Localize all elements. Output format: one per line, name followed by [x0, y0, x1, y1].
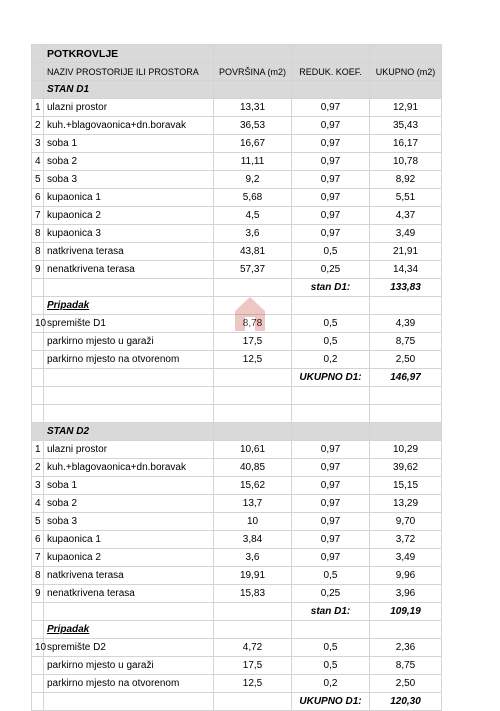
room-name: natkrivena terasa [44, 243, 214, 261]
pripadak-label: Pripadak [44, 621, 214, 639]
room-area: 40,85 [214, 459, 292, 477]
row-number: 6 [32, 531, 44, 549]
room-area: 8,78 [214, 315, 292, 333]
reduction-coefficient: 0,25 [292, 585, 370, 603]
column-header-area: POVRŠINA (m2) [214, 63, 292, 81]
reduction-coefficient: 0,97 [292, 225, 370, 243]
room-area: 13,7 [214, 495, 292, 513]
room-name: parkirno mjesto na otvorenom [44, 351, 214, 369]
reduction-coefficient: 0,97 [292, 513, 370, 531]
reduction-coefficient: 0,5 [292, 243, 370, 261]
room-name: soba 3 [44, 513, 214, 531]
table-row [32, 567, 442, 585]
table-row [32, 477, 442, 495]
room-name: spremište D2 [44, 639, 214, 657]
reduction-coefficient: 0,97 [292, 495, 370, 513]
room-area: 3,84 [214, 531, 292, 549]
room-area: 19,91 [214, 567, 292, 585]
section-title: STAN D2 [44, 423, 214, 441]
room-area: 43,81 [214, 243, 292, 261]
room-name: natkrivena terasa [44, 567, 214, 585]
subtotal-row [32, 603, 442, 621]
room-area: 11,11 [214, 153, 292, 171]
reduction-coefficient: 0,97 [292, 153, 370, 171]
table-row [32, 531, 442, 549]
table-row [32, 639, 442, 657]
room-area: 5,68 [214, 189, 292, 207]
section-header-row [32, 423, 442, 441]
subtotal-row [32, 279, 442, 297]
room-area: 57,37 [214, 261, 292, 279]
row-number: 7 [32, 549, 44, 567]
column-header-row [32, 63, 442, 81]
row-number [32, 351, 44, 369]
room-total: 16,17 [370, 135, 442, 153]
room-area: 3,6 [214, 549, 292, 567]
room-total: 2,36 [370, 639, 442, 657]
room-name: soba 1 [44, 477, 214, 495]
table-row [32, 675, 442, 693]
room-name: ulazni prostor [44, 441, 214, 459]
room-name: kuh.+blagovaonica+dn.boravak [44, 459, 214, 477]
total-row [32, 693, 442, 711]
pripadak-row [32, 297, 442, 315]
room-area: 12,5 [214, 675, 292, 693]
title-row [32, 45, 442, 63]
row-number: 4 [32, 495, 44, 513]
room-area: 4,5 [214, 207, 292, 225]
room-total: 2,50 [370, 675, 442, 693]
room-total: 3,49 [370, 225, 442, 243]
reduction-coefficient: 0,97 [292, 459, 370, 477]
row-number: 7 [32, 207, 44, 225]
room-total: 2,50 [370, 351, 442, 369]
room-name: kuh.+blagovaonica+dn.boravak [44, 117, 214, 135]
reduction-coefficient: 0,97 [292, 171, 370, 189]
room-name: kupaonica 2 [44, 549, 214, 567]
subtotal-label: stan D1: [292, 603, 370, 621]
reduction-coefficient: 0,97 [292, 135, 370, 153]
room-name: ulazni prostor [44, 99, 214, 117]
table-row [32, 495, 442, 513]
reduction-coefficient: 0,2 [292, 351, 370, 369]
room-total: 3,72 [370, 531, 442, 549]
row-number: 8 [32, 225, 44, 243]
column-header-name: NAZIV PROSTORIJE ILI PROSTORA [44, 63, 214, 81]
spacer-row [32, 387, 442, 405]
reduction-coefficient: 0,5 [292, 567, 370, 585]
room-name: kupaonica 1 [44, 189, 214, 207]
row-number [32, 675, 44, 693]
table-row [32, 153, 442, 171]
table-row [32, 261, 442, 279]
subtotal-value: 133,83 [370, 279, 442, 297]
reduction-coefficient: 0,97 [292, 477, 370, 495]
room-total: 39,62 [370, 459, 442, 477]
reduction-coefficient: 0,2 [292, 675, 370, 693]
room-area: 10 [214, 513, 292, 531]
pripadak-row [32, 621, 442, 639]
room-name: kupaonica 2 [44, 207, 214, 225]
row-number: 5 [32, 513, 44, 531]
row-number: 4 [32, 153, 44, 171]
subtotal-label: stan D1: [292, 279, 370, 297]
row-number: 10 [32, 639, 44, 657]
room-name: soba 1 [44, 135, 214, 153]
room-total: 21,91 [370, 243, 442, 261]
table-row [32, 351, 442, 369]
table-row [32, 657, 442, 675]
table-row [32, 459, 442, 477]
room-name: nenatkrivena terasa [44, 585, 214, 603]
row-number: 1 [32, 99, 44, 117]
room-name: nenatkrivena terasa [44, 261, 214, 279]
room-name: spremište D1 [44, 315, 214, 333]
table-row [32, 207, 442, 225]
room-total: 5,51 [370, 189, 442, 207]
room-total: 3,96 [370, 585, 442, 603]
row-number: 8 [32, 567, 44, 585]
row-number: 5 [32, 171, 44, 189]
row-number: 3 [32, 135, 44, 153]
room-total: 3,49 [370, 549, 442, 567]
pripadak-label: Pripadak [44, 297, 214, 315]
room-area: 9,2 [214, 171, 292, 189]
room-area: 4,72 [214, 639, 292, 657]
row-number: 3 [32, 477, 44, 495]
reduction-coefficient: 0,25 [292, 261, 370, 279]
table-row [32, 441, 442, 459]
room-area: 16,67 [214, 135, 292, 153]
room-name: kupaonica 1 [44, 531, 214, 549]
total-label: UKUPNO D1: [292, 693, 370, 711]
row-number: 2 [32, 117, 44, 135]
section-header-row [32, 81, 442, 99]
room-name: soba 2 [44, 495, 214, 513]
room-name: parkirno mjesto u garaži [44, 657, 214, 675]
table-row [32, 99, 442, 117]
reduction-coefficient: 0,5 [292, 333, 370, 351]
reduction-coefficient: 0,97 [292, 531, 370, 549]
room-name: kupaonica 3 [44, 225, 214, 243]
table-row [32, 135, 442, 153]
room-area: 10,61 [214, 441, 292, 459]
room-total: 12,91 [370, 99, 442, 117]
room-area: 17,5 [214, 657, 292, 675]
table-row [32, 189, 442, 207]
table-row [32, 513, 442, 531]
table-row [32, 585, 442, 603]
reduction-coefficient: 0,97 [292, 189, 370, 207]
room-area: 12,5 [214, 351, 292, 369]
row-number: 10 [32, 315, 44, 333]
room-area: 36,53 [214, 117, 292, 135]
row-number [32, 657, 44, 675]
table-row [32, 117, 442, 135]
row-number: 9 [32, 261, 44, 279]
room-total: 4,39 [370, 315, 442, 333]
reduction-coefficient: 0,5 [292, 639, 370, 657]
total-label: UKUPNO D1: [292, 369, 370, 387]
room-total: 35,43 [370, 117, 442, 135]
room-total: 13,29 [370, 495, 442, 513]
section-title: STAN D1 [44, 81, 214, 99]
room-total: 8,75 [370, 657, 442, 675]
total-value: 120,30 [370, 693, 442, 711]
table-row [32, 549, 442, 567]
column-header-total: UKUPNO (m2) [370, 63, 442, 81]
reduction-coefficient: 0,97 [292, 117, 370, 135]
reduction-coefficient: 0,5 [292, 315, 370, 333]
total-row [32, 369, 442, 387]
room-area: 3,6 [214, 225, 292, 243]
room-name: parkirno mjesto u garaži [44, 333, 214, 351]
room-total: 8,92 [370, 171, 442, 189]
reduction-coefficient: 0,97 [292, 207, 370, 225]
total-value: 146,97 [370, 369, 442, 387]
table-row [32, 225, 442, 243]
subtotal-value: 109,19 [370, 603, 442, 621]
room-total: 10,78 [370, 153, 442, 171]
table-row [32, 315, 442, 333]
room-area: 15,83 [214, 585, 292, 603]
room-area: 17,5 [214, 333, 292, 351]
room-name: soba 3 [44, 171, 214, 189]
row-number: 1 [32, 441, 44, 459]
spacer-row [32, 405, 442, 423]
table-row [32, 333, 442, 351]
row-number: 8 [32, 243, 44, 261]
room-total: 8,75 [370, 333, 442, 351]
area-table [31, 44, 442, 711]
room-total: 15,15 [370, 477, 442, 495]
table-row [32, 243, 442, 261]
row-number: 2 [32, 459, 44, 477]
room-total: 4,37 [370, 207, 442, 225]
reduction-coefficient: 0,97 [292, 549, 370, 567]
reduction-coefficient: 0,97 [292, 441, 370, 459]
room-total: 9,70 [370, 513, 442, 531]
row-number: 6 [32, 189, 44, 207]
row-number [32, 333, 44, 351]
room-total: 14,34 [370, 261, 442, 279]
room-area: 13,31 [214, 99, 292, 117]
room-total: 9,96 [370, 567, 442, 585]
reduction-coefficient: 0,5 [292, 657, 370, 675]
table-row [32, 171, 442, 189]
table-title: POTKROVLJE [44, 45, 214, 63]
room-total: 10,29 [370, 441, 442, 459]
reduction-coefficient: 0,97 [292, 99, 370, 117]
room-name: soba 2 [44, 153, 214, 171]
room-area: 15,62 [214, 477, 292, 495]
room-name: parkirno mjesto na otvorenom [44, 675, 214, 693]
column-header-coef: REDUK. KOEF. [292, 63, 370, 81]
row-number: 9 [32, 585, 44, 603]
